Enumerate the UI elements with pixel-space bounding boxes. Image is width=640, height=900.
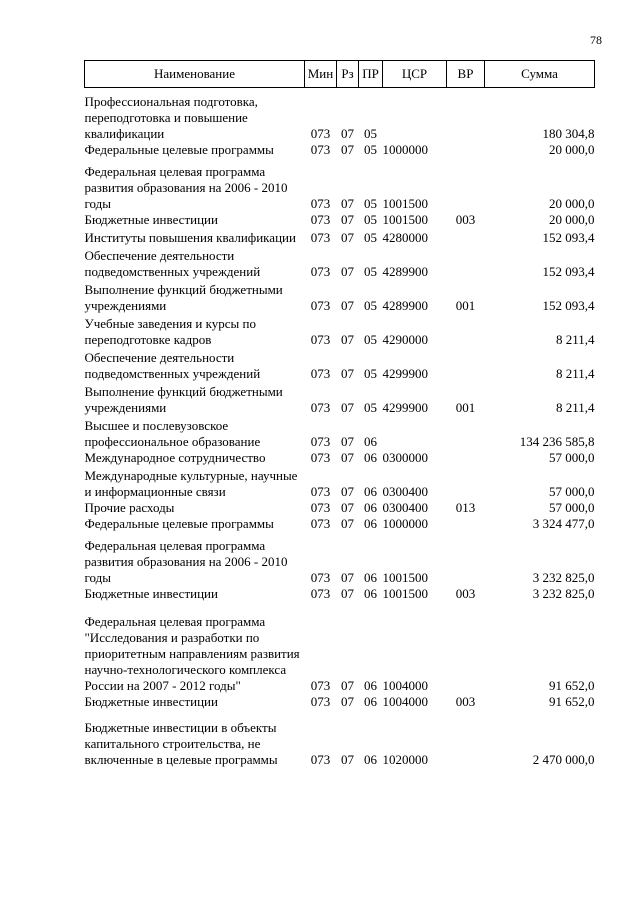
- cell-sum: 91 652,0: [549, 678, 595, 693]
- header-pr: ПР: [359, 61, 383, 88]
- cell-min: 073: [310, 332, 331, 347]
- table-row: [85, 212, 595, 228]
- cell-csr: [383, 416, 447, 450]
- cell-sum: 152 093,4: [542, 264, 595, 279]
- cell-name: Бюджетные инвестиции: [84, 212, 218, 227]
- cell-rz: 07: [341, 484, 354, 499]
- cell-min: 073: [310, 450, 331, 465]
- cell-rz: 07: [341, 694, 354, 709]
- cell-sum: 8 211,4: [555, 400, 595, 415]
- cell-min: 073: [310, 142, 331, 157]
- table-row: [85, 246, 595, 280]
- cell-vr: 013: [455, 500, 476, 515]
- cell-rz: 07: [341, 196, 354, 211]
- header-vr: ВР: [447, 61, 485, 88]
- cell-vr: [447, 246, 485, 280]
- cell-rz: 07: [341, 570, 354, 585]
- cell-pr: 05: [364, 264, 377, 279]
- cell-pr: 06: [364, 752, 377, 767]
- table-row: [85, 314, 595, 348]
- header-csr: ЦСР: [383, 61, 447, 88]
- cell-min: 073: [310, 196, 331, 211]
- table-row: [85, 466, 595, 500]
- cell-vr: [447, 532, 485, 586]
- header-min: Мин: [305, 61, 337, 88]
- cell-rz: 07: [341, 332, 354, 347]
- cell-sum: 91 652,0: [549, 694, 595, 709]
- cell-csr: 4280000: [382, 230, 428, 245]
- cell-sum: 20 000,0: [549, 142, 595, 157]
- table-row: [85, 500, 595, 516]
- cell-name: Федеральные целевые программы: [84, 142, 274, 157]
- cell-vr: 003: [455, 586, 476, 601]
- cell-csr: [383, 94, 447, 142]
- cell-csr: 1004000: [382, 694, 428, 709]
- cell-name: Учебные заведения и курсы по переподготовке кадров: [84, 316, 256, 347]
- table-body: [85, 94, 595, 768]
- cell-pr: 06: [364, 570, 377, 585]
- cell-csr: 1001500: [382, 586, 428, 601]
- cell-min: 073: [310, 586, 331, 601]
- cell-rz: 07: [341, 298, 354, 313]
- cell-csr: 1004000: [382, 678, 428, 693]
- cell-pr: 05: [364, 332, 377, 347]
- table-row: [85, 516, 595, 532]
- cell-min: 073: [310, 678, 331, 693]
- cell-min: 073: [310, 400, 331, 415]
- cell-rz: 07: [341, 264, 354, 279]
- cell-sum: 180 304,8: [542, 126, 595, 141]
- table-row: [85, 532, 595, 586]
- cell-pr: 06: [364, 484, 377, 499]
- cell-min: 073: [310, 230, 331, 245]
- cell-name: Обеспечение деятельности подведомственных учреждений: [84, 248, 261, 279]
- cell-name: Институты повышения квалификации: [84, 230, 296, 245]
- cell-csr: 1001500: [382, 570, 428, 585]
- table-row: [85, 348, 595, 382]
- cell-min: 073: [310, 212, 331, 227]
- cell-sum: 2 470 000,0: [532, 752, 595, 767]
- cell-name: Федеральная целевая программа развития образования на 2006 - 2010 годы: [84, 164, 288, 211]
- cell-csr: 4299900: [382, 366, 428, 381]
- cell-pr: 05: [364, 212, 377, 227]
- cell-rz: 07: [341, 450, 354, 465]
- table-row: [85, 158, 595, 212]
- cell-vr: 003: [455, 694, 476, 709]
- cell-vr: [447, 416, 485, 450]
- cell-rz: 07: [341, 752, 354, 767]
- cell-name: Бюджетные инвестиции в объекты капитального строительства, не включенные в целевые программы: [84, 720, 278, 767]
- cell-min: 073: [310, 366, 331, 381]
- cell-vr: [447, 466, 485, 500]
- cell-name: Обеспечение деятельности подведомственных учреждений: [84, 350, 261, 381]
- cell-rz: 07: [341, 400, 354, 415]
- cell-csr: 1001500: [382, 212, 428, 227]
- cell-vr: [447, 314, 485, 348]
- cell-rz: 07: [341, 678, 354, 693]
- cell-rz: 07: [341, 212, 354, 227]
- cell-vr: [447, 142, 485, 158]
- table-row: [85, 382, 595, 416]
- cell-name: Высшее и послевузовское профессиональное образование: [84, 418, 261, 449]
- cell-csr: 4290000: [382, 332, 428, 347]
- budget-table: [84, 60, 595, 768]
- cell-csr: 4289900: [382, 298, 428, 313]
- cell-sum: 152 093,4: [542, 298, 595, 313]
- cell-name: Бюджетные инвестиции: [84, 694, 218, 709]
- cell-vr: [447, 602, 485, 694]
- table-row: [85, 142, 595, 158]
- cell-rz: 07: [341, 516, 354, 531]
- cell-sum: 57 000,0: [549, 500, 595, 515]
- cell-vr: [447, 158, 485, 212]
- cell-rz: 07: [341, 434, 354, 449]
- cell-sum: 3 232 825,0: [532, 570, 595, 585]
- cell-name: Бюджетные инвестиции: [84, 586, 218, 601]
- cell-name: Выполнение функций бюджетными учреждениями: [84, 384, 283, 415]
- cell-vr: [447, 94, 485, 142]
- cell-name: Федеральные целевые программы: [84, 516, 274, 531]
- cell-pr: 06: [364, 434, 377, 449]
- cell-vr: [447, 348, 485, 382]
- header-rz: Рз: [337, 61, 359, 88]
- table-row: [85, 280, 595, 314]
- cell-csr: 0300400: [382, 484, 428, 499]
- table-row: [85, 94, 595, 142]
- cell-csr: 0300400: [382, 500, 428, 515]
- cell-pr: 06: [364, 586, 377, 601]
- page-number: 78: [590, 33, 602, 47]
- table-row: [85, 602, 595, 694]
- cell-vr: [447, 228, 485, 246]
- cell-sum: 57 000,0: [549, 450, 595, 465]
- cell-sum: 20 000,0: [549, 196, 595, 211]
- cell-sum: 20 000,0: [549, 212, 595, 227]
- table-row: [85, 586, 595, 602]
- cell-rz: 07: [341, 142, 354, 157]
- cell-rz: 07: [341, 126, 354, 141]
- cell-csr: 0300000: [382, 450, 428, 465]
- cell-rz: 07: [341, 230, 354, 245]
- cell-sum: 134 236 585,8: [519, 434, 595, 449]
- cell-min: 073: [310, 516, 331, 531]
- cell-csr: 1000000: [382, 516, 428, 531]
- cell-min: 073: [310, 298, 331, 313]
- cell-sum: 152 093,4: [542, 230, 595, 245]
- cell-name: Федеральная целевая программа "Исследования и разработки по приоритетным направлениям развития научно-технологического комплекса России на 2007 - 2012 годы": [84, 614, 300, 693]
- cell-min: 073: [310, 126, 331, 141]
- cell-rz: 07: [341, 586, 354, 601]
- cell-name: Федеральная целевая программа развития образования на 2006 - 2010 годы: [84, 538, 288, 585]
- cell-min: 073: [310, 752, 331, 767]
- table-header-row: [85, 61, 595, 88]
- cell-name: Выполнение функций бюджетными учреждениями: [84, 282, 283, 313]
- cell-vr: 003: [455, 212, 476, 227]
- header-name: Наименование: [85, 61, 305, 88]
- cell-name: Международные культурные, научные и информационные связи: [84, 468, 298, 499]
- cell-name: Профессиональная подготовка, переподготовка и повышение квалификации: [84, 94, 258, 141]
- cell-csr: 1020000: [382, 752, 428, 767]
- cell-vr: 001: [455, 400, 476, 415]
- table-row: [85, 450, 595, 466]
- cell-sum: 3 232 825,0: [532, 586, 595, 601]
- cell-vr: 001: [455, 298, 476, 313]
- cell-pr: 05: [364, 230, 377, 245]
- table-row: [85, 416, 595, 450]
- cell-rz: 07: [341, 500, 354, 515]
- cell-pr: 05: [364, 142, 377, 157]
- cell-csr: 4299900: [382, 400, 428, 415]
- cell-min: 073: [310, 500, 331, 515]
- cell-name: Прочие расходы: [84, 500, 175, 515]
- table-row: [85, 694, 595, 710]
- cell-sum: 8 211,4: [555, 366, 595, 381]
- header-sum: Сумма: [485, 61, 595, 88]
- cell-pr: 06: [364, 500, 377, 515]
- table-row: [85, 710, 595, 768]
- cell-vr: [447, 710, 485, 768]
- cell-pr: 05: [364, 196, 377, 211]
- cell-pr: 06: [364, 450, 377, 465]
- cell-pr: 05: [364, 366, 377, 381]
- cell-csr: 1000000: [382, 142, 428, 157]
- cell-rz: 07: [341, 366, 354, 381]
- cell-sum: 8 211,4: [555, 332, 595, 347]
- cell-vr: [447, 516, 485, 532]
- cell-sum: 3 324 477,0: [532, 516, 595, 531]
- cell-pr: 06: [364, 516, 377, 531]
- cell-csr: 4289900: [382, 264, 428, 279]
- cell-pr: 06: [364, 694, 377, 709]
- cell-min: 073: [310, 570, 331, 585]
- cell-csr: 1001500: [382, 196, 428, 211]
- cell-vr: [447, 450, 485, 466]
- cell-name: Международное сотрудничество: [84, 450, 266, 465]
- cell-pr: 06: [364, 678, 377, 693]
- cell-min: 073: [310, 694, 331, 709]
- cell-pr: 05: [364, 126, 377, 141]
- cell-min: 073: [310, 264, 331, 279]
- cell-min: 073: [310, 434, 331, 449]
- cell-pr: 05: [364, 298, 377, 313]
- table-row: [85, 228, 595, 246]
- cell-pr: 05: [364, 400, 377, 415]
- cell-sum: 57 000,0: [549, 484, 595, 499]
- cell-min: 073: [310, 484, 331, 499]
